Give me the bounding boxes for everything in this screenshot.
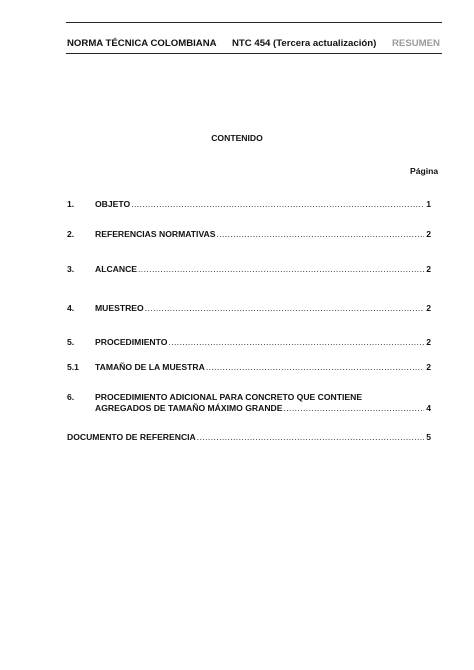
toc-entry-number: 4. bbox=[67, 303, 75, 313]
toc-entry-title-line2: AGREGADOS DE TAMAÑO MÁXIMO GRANDE bbox=[95, 403, 283, 413]
toc-entry-page: 1 bbox=[426, 199, 431, 209]
toc-entry-title: TAMAÑO DE LA MUESTRA bbox=[95, 362, 205, 372]
toc-entry-page: 2 bbox=[426, 337, 431, 347]
toc-entry-title: PROCEDIMIENTO bbox=[95, 337, 168, 347]
page-column-heading: Página bbox=[410, 166, 439, 176]
toc-entry-procedimiento-adicional[interactable] bbox=[67, 392, 431, 414]
toc-entry-title: OBJETO bbox=[95, 199, 131, 209]
header-section-label: RESUMEN bbox=[392, 38, 440, 49]
toc-entry-number: 1. bbox=[67, 199, 75, 209]
toc-entry-page: 2 bbox=[426, 229, 431, 239]
toc-entry-number: 5.1 bbox=[67, 362, 79, 372]
dot-leader bbox=[216, 229, 424, 240]
contents-title: CONTENIDO bbox=[211, 133, 263, 143]
top-rule bbox=[66, 22, 442, 23]
header-standard-code: NTC 454 (Tercera actualización) bbox=[232, 38, 377, 49]
toc-entry-number: 5. bbox=[67, 337, 75, 347]
dot-leader bbox=[145, 303, 425, 314]
dot-leader bbox=[206, 362, 424, 373]
toc-entry-page: 2 bbox=[426, 303, 431, 313]
toc-entry-title: MUESTREO bbox=[95, 303, 144, 313]
toc-entry-number: 2. bbox=[67, 229, 75, 239]
dot-leader bbox=[283, 403, 424, 414]
dot-leader bbox=[138, 264, 424, 275]
toc-entry-title: ALCANCE bbox=[95, 264, 138, 274]
toc-entry-number: 6. bbox=[67, 392, 75, 402]
toc-entry-page: 2 bbox=[426, 362, 431, 372]
toc-entry-page: 2 bbox=[426, 264, 431, 274]
toc-entry-page: 5 bbox=[426, 432, 431, 442]
dot-leader bbox=[168, 337, 424, 348]
dot-leader bbox=[131, 199, 424, 210]
dot-leader bbox=[197, 432, 424, 443]
toc-entry-title-line1: PROCEDIMIENTO ADICIONAL PARA CONCRETO QUE CONTIENE bbox=[95, 392, 363, 402]
header-standard-name: NORMA TÉCNICA COLOMBIANA bbox=[67, 38, 217, 49]
header-rule bbox=[66, 53, 442, 54]
toc-entry-title: REFERENCIAS NORMATIVAS bbox=[95, 229, 216, 239]
toc-entry-title: DOCUMENTO DE REFERENCIA bbox=[67, 432, 196, 442]
toc-entry-page: 4 bbox=[426, 403, 431, 413]
toc-entry-number: 3. bbox=[67, 264, 75, 274]
